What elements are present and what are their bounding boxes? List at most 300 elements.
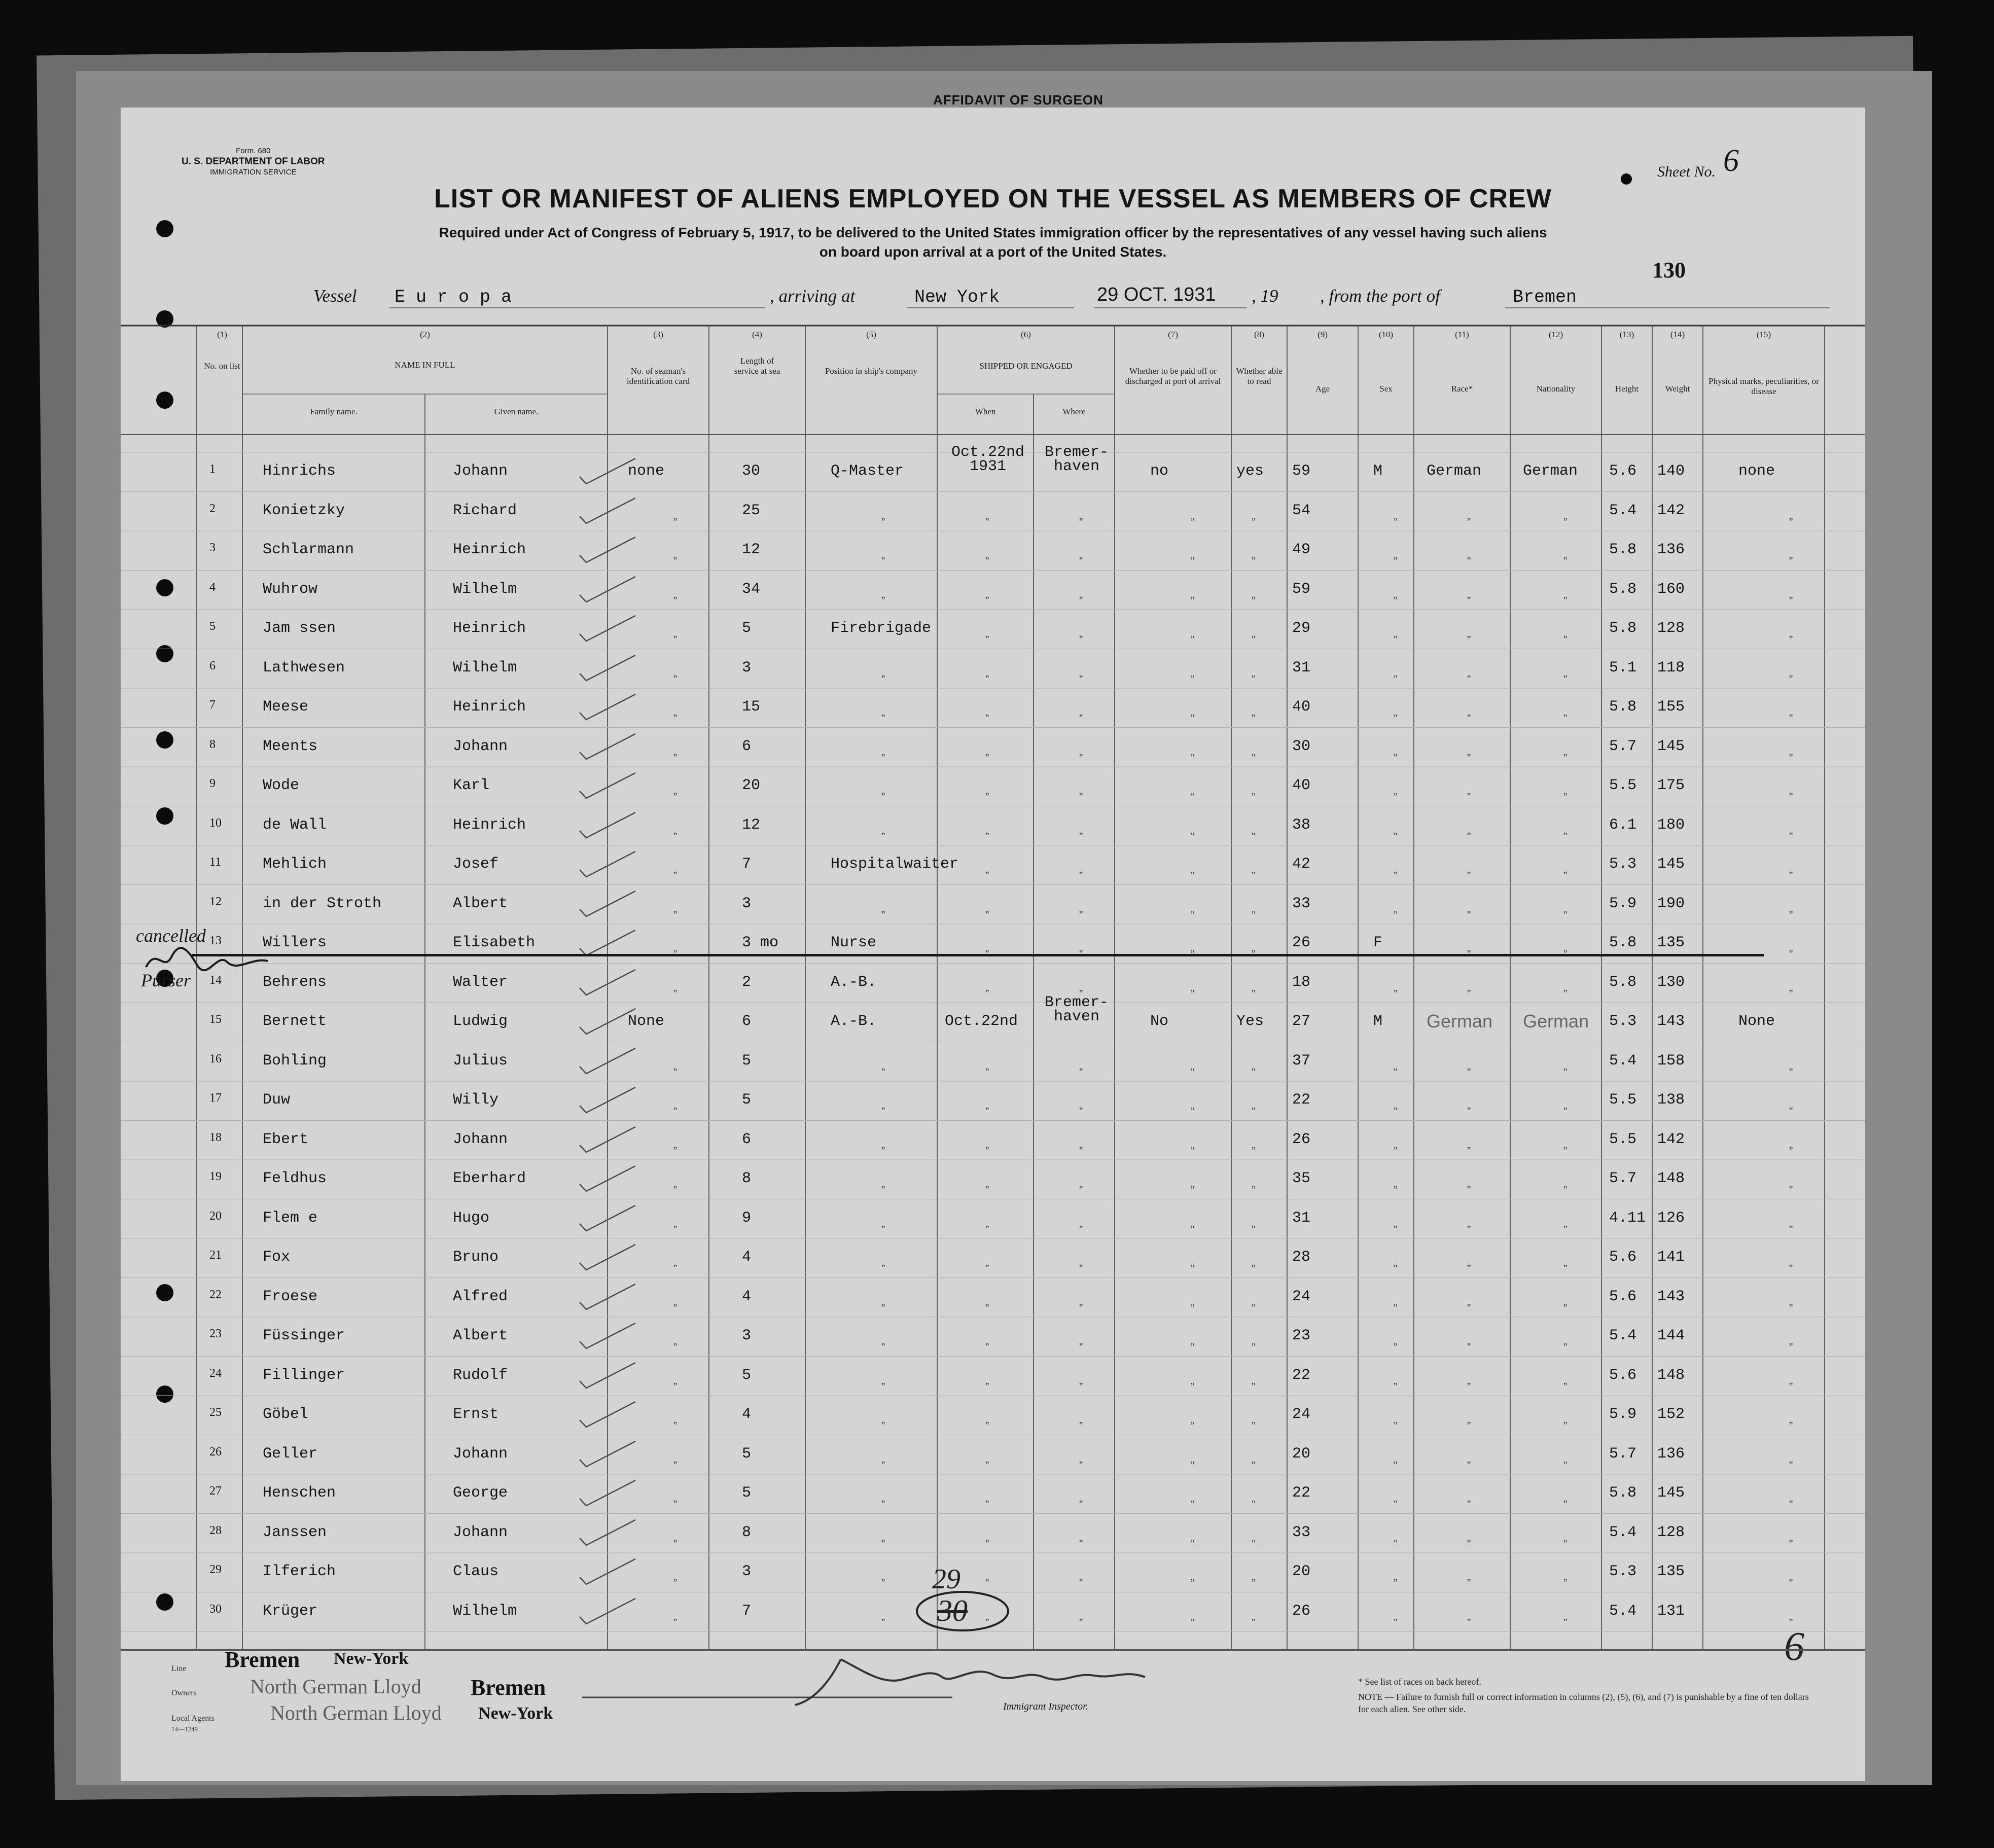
ditto-mark: „ [673,1138,678,1151]
cell-family: de Wall [263,816,327,834]
col-2-num: (2) [420,330,430,339]
ditto-mark: „ [1563,705,1568,718]
cell-family: Geller [263,1445,318,1463]
ditto-mark: „ [1467,666,1471,679]
ditto-mark: „ [1191,1373,1195,1387]
col-9-num: (9) [1318,330,1328,339]
cell-height: 5.8 [1609,934,1637,951]
cell-paid: no [1150,463,1169,480]
ditto-mark: „ [673,587,678,600]
cell-given: Johann [453,1523,508,1541]
revised-total: 29 [932,1563,960,1595]
cell-no: 22 [209,1288,222,1301]
footnote-races: * See list of races on back hereof. [1358,1677,1481,1687]
cell-service: 5 [742,1052,752,1070]
ditto-mark: „ [1563,1570,1568,1583]
ditto-mark: „ [985,1138,989,1151]
ditto-mark: „ [1394,666,1398,679]
cell-age: 59 [1292,463,1311,480]
col-6-header: SHIPPED OR ENGAGED [979,361,1073,371]
table-grid [121,108,1865,1781]
ditto-mark: „ [1789,941,1793,954]
cell-given: Heinrich [453,816,526,834]
cell-no: 18 [209,1130,222,1144]
ditto-mark: „ [1252,1256,1256,1268]
ditto-mark: „ [1789,587,1793,600]
cell-weight: 160 [1657,580,1685,598]
cell-height: 5.3 [1609,1013,1637,1030]
vessel-rule [389,307,765,308]
cell-age: 40 [1292,777,1311,794]
cell-family: Bernett [263,1013,327,1030]
cell-age: 20 [1292,1563,1311,1580]
col-6-num: (6) [1021,330,1031,339]
ditto-mark: „ [1191,1570,1195,1583]
from-rule [1505,307,1830,308]
ditto-mark: „ [1079,1216,1083,1229]
col-2-header: NAME IN FULL [395,360,455,370]
ditto-mark: „ [1563,1098,1568,1111]
ditto-mark: „ [1191,863,1195,875]
col-6b-header: Where [1062,407,1086,416]
ditto-mark: „ [1467,1216,1471,1229]
ditto-mark: „ [1191,902,1195,915]
ditto-mark: „ [985,1098,989,1111]
cell-when: Oct.22nd 1931 [951,444,1025,475]
cell-weight: 140 [1657,463,1685,480]
cell-family: Meents [263,737,318,755]
cell-where: Bremer- haven [1044,994,1109,1025]
cell-given: Willy [453,1091,499,1109]
ditto-mark: „ [1079,1531,1083,1544]
ditto-mark: „ [1563,1531,1568,1544]
check-mark-icon [572,1281,643,1317]
ditto-mark: „ [1563,509,1568,522]
cell-paid: No [1150,1013,1169,1030]
cell-height: 5.6 [1609,1288,1637,1305]
cell-family: Hinrichs [263,463,336,480]
col-15-header: Physical marks, peculiarities, or disease [1708,376,1819,396]
cell-age: 22 [1292,1484,1311,1502]
cell-family: Ilferich [263,1563,336,1580]
ditto-mark: „ [1191,1177,1195,1190]
ditto-mark: „ [1079,1452,1083,1465]
punch-hole [156,579,173,596]
ditto-mark: „ [1252,1491,1256,1504]
cell-service: 4 [742,1406,752,1423]
ditto-mark: „ [1467,1138,1471,1151]
ditto-mark: „ [1789,1413,1793,1426]
ditto-mark: „ [1079,1373,1083,1387]
ditto-mark: „ [1191,1216,1195,1229]
cell-age: 26 [1292,1602,1311,1620]
cell-no: 3 [209,541,216,554]
service-name: IMMIGRATION SERVICE [210,168,297,176]
cell-weight: 136 [1657,1445,1685,1463]
check-mark-icon [572,1124,643,1159]
ditto-mark: „ [881,1531,885,1544]
cell-height: 5.8 [1609,620,1637,637]
cell-service: 3 [742,895,752,912]
ditto-mark: „ [881,902,885,915]
inspector-label: Immigrant Inspector. [1003,1701,1088,1712]
ditto-mark: „ [881,1491,885,1504]
ditto-mark: „ [673,784,678,797]
affidavit-label: AFFIDAVIT OF SURGEON [933,92,1103,108]
ditto-mark: „ [881,1452,885,1465]
ditto-mark: „ [1252,784,1256,797]
ditto-mark: „ [1467,1334,1471,1347]
cell-no: 9 [209,777,216,790]
cell-service: 12 [742,541,761,558]
year-label: , 19 [1252,286,1278,306]
cell-no: 8 [209,737,216,751]
ditto-mark: „ [1252,1098,1256,1111]
ditto-mark: „ [1252,902,1256,915]
ditto-mark: „ [1563,941,1568,954]
ditto-mark: „ [1252,1413,1256,1426]
cell-service: 15 [742,698,761,716]
cell-given: Bruno [453,1249,499,1266]
ditto-mark: „ [985,1295,989,1308]
ditto-mark: „ [1079,1491,1083,1504]
ditto-mark: „ [1789,1452,1793,1465]
cell-given: Walter [453,973,508,991]
col-9-header: Age [1315,384,1330,394]
ditto-mark: „ [1252,1177,1256,1190]
cell-given: Ernst [453,1406,499,1423]
ditto-mark: „ [1467,1491,1471,1504]
cell-family: Meese [263,698,309,716]
ditto-mark: „ [1563,666,1568,679]
form-number: Form. 680 [236,147,271,155]
ditto-mark: „ [1191,941,1195,954]
ditto-mark: „ [1394,509,1398,522]
cell-family: Froese [263,1288,318,1305]
cell-service: 7 [742,856,752,873]
cell-given: Wilhelm [453,1602,517,1620]
ditto-mark: „ [881,1295,885,1308]
cell-weight: 138 [1657,1091,1685,1109]
cell-marks: none [1738,463,1775,480]
cell-nat: German [1523,463,1578,480]
cell-family: Bohling [263,1052,327,1070]
ditto-mark: „ [1467,1531,1471,1544]
cell-family: Duw [263,1091,291,1109]
ditto-mark: „ [1467,1413,1471,1426]
ditto-mark: „ [1563,548,1568,561]
ditto-mark: „ [673,863,678,875]
cell-family: Feldhus [263,1170,327,1187]
ditto-mark: „ [881,1256,885,1268]
cell-age: 28 [1292,1249,1311,1266]
col-6a-header: When [975,407,996,416]
cell-age: 22 [1292,1091,1311,1109]
ditto-mark: „ [1079,587,1083,600]
ditto-mark: „ [1789,1373,1793,1387]
col-10-num: (10) [1378,330,1394,339]
cell-weight: 126 [1657,1209,1685,1227]
check-mark-icon [572,1477,643,1513]
ditto-mark: „ [1394,587,1398,600]
ditto-mark: „ [673,1177,678,1190]
cell-family: Füssinger [263,1327,345,1344]
ditto-mark: „ [1191,784,1195,797]
cell-height: 5.8 [1609,541,1637,558]
ditto-mark: „ [673,1334,678,1347]
cell-family: Wode [263,777,300,794]
ditto-mark: „ [1467,1098,1471,1111]
cell-no: 15 [209,1013,222,1026]
cell-weight: 136 [1657,541,1685,558]
cell-given: Albert [453,1327,508,1344]
cell-service: 3 [742,1327,752,1344]
owner-bremen-stamp: Bremen [471,1675,546,1700]
ditto-mark: „ [1467,823,1471,836]
cell-race: German [1427,463,1482,480]
check-mark-icon [572,1556,643,1591]
manifest-sheet [121,108,1865,1781]
cell-height: 5.3 [1609,856,1637,873]
col-4-num: (4) [752,330,762,339]
ditto-mark: „ [1079,1256,1083,1268]
footnote-penalty: NOTE — Failure to furnish full or correct information in columns (2), (5), (6), and (7) is punishable by a fine of ten dollars for each alien. See other side. [1358,1692,1809,1714]
ditto-mark: „ [1563,1491,1568,1504]
arriving-port: New York [914,287,1000,307]
cell-weight: 175 [1657,777,1685,794]
cell-no: 5 [209,620,216,633]
cell-service: 3 mo [742,934,779,951]
ditto-mark: „ [1252,587,1256,600]
col-1-num: (1) [217,330,227,339]
cell-given: Heinrich [453,698,526,716]
cell-service: 5 [742,1366,752,1384]
cell-service: 5 [742,1484,752,1502]
ditto-mark: „ [1789,1491,1793,1504]
ditto-mark: „ [1563,1256,1568,1268]
check-mark-icon [572,574,643,609]
ditto-mark: „ [985,1570,989,1583]
cell-weight: 118 [1657,659,1685,677]
cell-age: 40 [1292,698,1311,716]
check-mark-icon [572,1202,643,1238]
ditto-mark: „ [1467,1609,1471,1622]
from-label: , from the port of [1320,286,1440,306]
ditto-mark: „ [1079,1098,1083,1111]
cell-height: 5.3 [1609,1563,1637,1580]
cell-age: 20 [1292,1445,1311,1463]
col-8-header: Whether able to read [1236,366,1283,386]
col-14-num: (14) [1670,330,1685,339]
purser-note: Purser [141,970,191,990]
ditto-mark: „ [1191,823,1195,836]
ditto-mark: „ [985,705,989,718]
col-8-num: (8) [1254,330,1264,339]
ditto-mark: „ [985,627,989,639]
ditto-mark: „ [1394,1295,1398,1308]
cell-family: Henschen [263,1484,336,1502]
cell-age: 26 [1292,1130,1311,1148]
cell-age: 59 [1292,580,1311,598]
cell-height: 5.4 [1609,1327,1637,1344]
ditto-mark: „ [673,1531,678,1544]
cell-service: 7 [742,1602,752,1620]
ditto-mark: „ [1467,902,1471,915]
cell-height: 5.7 [1609,1170,1637,1187]
cell-no: 4 [209,580,216,594]
check-mark-icon [572,691,643,727]
total-circle [912,1586,1013,1637]
ditto-mark: „ [881,744,885,758]
cell-no: 23 [209,1327,222,1340]
ditto-mark: „ [1252,1334,1256,1347]
cell-weight: 135 [1657,934,1685,951]
ditto-mark: „ [881,1334,885,1347]
ditto-mark: „ [1563,1059,1568,1072]
ditto-mark: „ [1252,744,1256,758]
cell-family: Lathwesen [263,659,345,677]
cell-given: Wilhelm [453,580,517,598]
ditto-mark: „ [1563,1295,1568,1308]
ditto-mark: „ [1563,1413,1568,1426]
ditto-mark: „ [1252,548,1256,561]
ditto-mark: „ [985,1216,989,1229]
cell-height: 5.8 [1609,973,1637,991]
page-title: LIST OR MANIFEST OF ALIENS EMPLOYED ON THE VESSEL AS MEMBERS OF CREW [434,184,1552,214]
ditto-mark: „ [673,823,678,836]
col-13-header: Height [1615,384,1639,394]
cell-weight: 155 [1657,698,1685,716]
ditto-mark: „ [673,1256,678,1268]
col-3-header: No. of seaman's identification card [626,366,690,386]
ditto-mark: „ [673,1491,678,1504]
col-4-header: Length of service at sea [734,356,780,376]
cell-height: 4.11 [1609,1209,1646,1227]
cell-service: 30 [742,463,761,480]
ditto-mark: „ [881,1138,885,1151]
owners-label: Owners [171,1689,197,1697]
ditto-mark: „ [1789,1098,1793,1111]
ditto-mark: „ [1394,1059,1398,1072]
cell-age: 18 [1292,973,1311,991]
ditto-mark: „ [673,744,678,758]
cell-sex: M [1373,463,1383,480]
ditto-mark: „ [985,1413,989,1426]
check-mark-icon [572,927,643,963]
ditto-mark: „ [1467,548,1471,561]
cell-service: 6 [742,737,752,755]
ditto-mark: „ [1079,1138,1083,1151]
cell-family: Krüger [263,1602,318,1620]
punch-hole [156,1593,173,1611]
cell-given: Johann [453,737,508,755]
ditto-mark: „ [1789,744,1793,758]
ditto-mark: „ [1191,1531,1195,1544]
page-subtitle [349,223,1637,262]
check-mark-icon [572,1517,643,1552]
cell-age: 27 [1292,1013,1311,1030]
cell-when: Oct.22nd [945,1013,1018,1030]
ditto-mark: „ [1079,548,1083,561]
sheet-number [1657,144,1739,181]
ditto-mark: „ [1191,744,1195,758]
cell-age: 30 [1292,737,1311,755]
ditto-mark: „ [1079,1413,1083,1426]
check-mark-icon [572,1595,643,1631]
cell-age: 31 [1292,1209,1311,1227]
ditto-mark: „ [881,1609,885,1622]
ditto-mark: „ [673,1609,678,1622]
ditto-mark: „ [1394,1452,1398,1465]
col-14-header: Weight [1665,384,1690,394]
ditto-mark: „ [1191,1452,1195,1465]
ditto-mark: „ [881,666,885,679]
col-2b-header: Given name. [494,407,539,416]
cell-weight: 143 [1657,1013,1685,1030]
cell-weight: 131 [1657,1602,1685,1620]
cell-service: 5 [742,620,752,637]
ditto-mark: „ [673,1373,678,1387]
col-12-header: Nationality [1536,384,1576,394]
ditto-mark: „ [1394,1334,1398,1347]
ditto-mark: „ [1191,509,1195,522]
cell-age: 31 [1292,659,1311,677]
ditto-mark: „ [1789,823,1793,836]
ditto-mark: „ [881,1177,885,1190]
cell-position: Q-Master [831,463,904,480]
owner-stamp-2: North German Lloyd [270,1701,442,1724]
owner-stamp-1: North German Lloyd [250,1675,421,1698]
cell-weight: 142 [1657,502,1685,519]
ditto-mark: „ [673,509,678,522]
inspector-signature [577,1649,1216,1710]
cell-family: Fox [263,1249,291,1266]
ditto-mark: „ [1789,1059,1793,1072]
ditto-mark: „ [881,1373,885,1387]
ditto-mark: „ [1191,1609,1195,1622]
ditto-mark: „ [985,548,989,561]
strike-through-line [192,954,1764,956]
ditto-mark: „ [1789,1609,1793,1622]
cell-position: Firebrigade [831,620,932,637]
cell-height: 5.6 [1609,1366,1637,1384]
ditto-mark: „ [1252,509,1256,522]
subtitle-line-1: Required under Act of Congress of February 5, 1917, to be delivered to the United States immigration officer by the representatives of any vessel having such aliens [439,225,1547,240]
ditto-mark: „ [985,941,989,954]
cell-age: 38 [1292,816,1311,834]
cell-weight: 145 [1657,856,1685,873]
ditto-mark: „ [881,548,885,561]
col-11-num: (11) [1455,330,1469,339]
check-mark-icon [572,495,643,530]
cell-given: Josef [453,856,499,873]
check-mark-icon [572,1045,643,1081]
cell-given: Johann [453,1130,508,1148]
cell-family: Konietzky [263,502,345,519]
cell-height: 5.7 [1609,1445,1637,1463]
cell-service: 3 [742,1563,752,1580]
ditto-mark: „ [1394,1531,1398,1544]
ditto-mark: „ [1467,1373,1471,1387]
ditto-mark: „ [1467,627,1471,639]
cell-no: 1 [209,463,216,476]
cell-age: 33 [1292,895,1311,912]
col-15-num: (15) [1756,330,1771,339]
check-mark-icon [572,848,643,884]
punch-hole [156,731,173,749]
ditto-mark: „ [1789,1216,1793,1229]
ditto-mark: „ [1467,744,1471,758]
